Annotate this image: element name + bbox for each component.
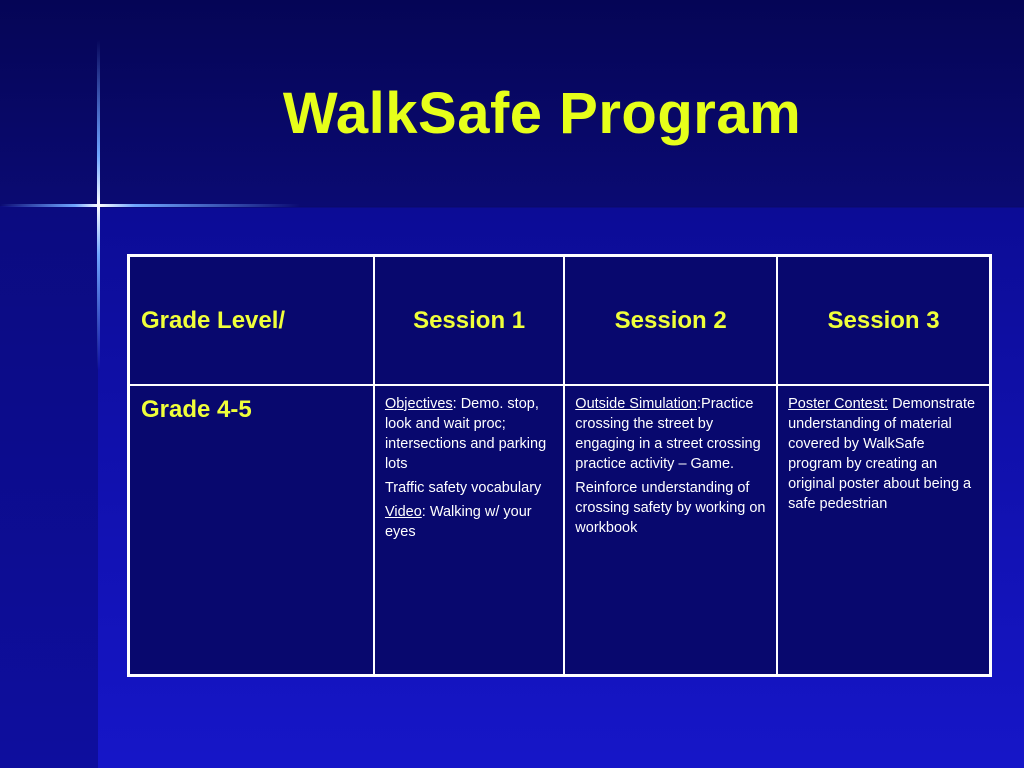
- simulation-label: Outside Simulation: [575, 396, 697, 412]
- table-header-row: [129, 256, 991, 386]
- objectives-text: : Demo. stop, look and wait proc; intersections and parking lots: [384, 396, 547, 472]
- simulation-text: :Practice crossing the street by engaging in a street crossing practice activity – Game.: [575, 396, 761, 472]
- video-label: Video: [384, 504, 422, 520]
- contest-text: Demonstrate understanding of material covered by WalkSafe program by creating an original poster about being a safe pedestrian: [788, 396, 976, 512]
- table-row: [129, 385, 991, 676]
- header-grade-level: Grade Level/: [129, 256, 374, 386]
- video-text: : Walking w/ your eyes: [384, 504, 532, 540]
- grade-cell: Grade 4-5: [129, 385, 374, 676]
- slide-title: WalkSafe Program: [282, 81, 802, 146]
- header-session-3: Session 3: [777, 256, 990, 386]
- simulation-paragraph: [575, 394, 767, 474]
- video-paragraph: [385, 502, 554, 542]
- program-table: [127, 254, 992, 677]
- reinforce-paragraph: Reinforce understanding of crossing safety by working on workbook: [575, 480, 766, 536]
- header-session-1: Session 1: [374, 256, 564, 386]
- left-band: [0, 206, 98, 768]
- contest-label: Poster Contest:: [788, 396, 889, 412]
- header-session-2: Session 2: [564, 256, 777, 386]
- session-2-cell: [564, 385, 777, 676]
- contest-paragraph: [788, 394, 980, 514]
- sparkle-horizontal-line: [0, 204, 300, 207]
- vocabulary-paragraph: Traffic safety vocabulary: [384, 480, 542, 496]
- session-1-cell: [374, 385, 564, 676]
- session-3-cell: [777, 385, 990, 676]
- objectives-paragraph: [385, 394, 554, 474]
- objectives-label: Objectives: [384, 396, 453, 412]
